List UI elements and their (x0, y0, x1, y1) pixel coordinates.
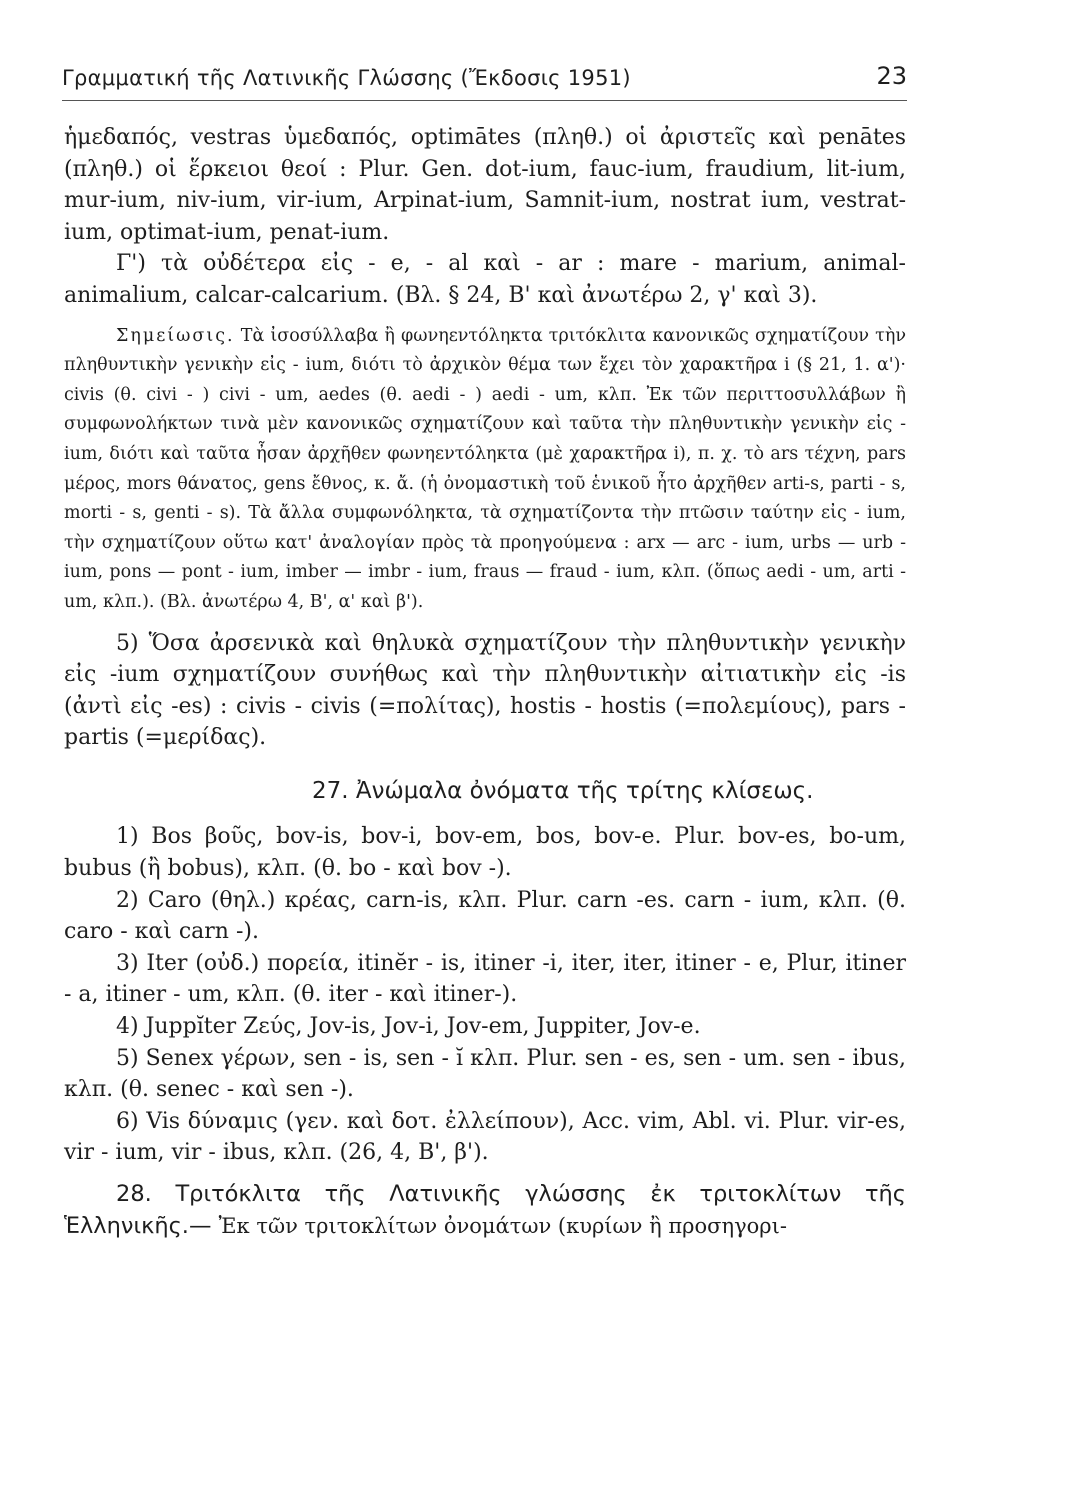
list-item: 4) Juppĭter Ζεύς, Jov-is, Jov-i, Jov-em, Juppiter, Jov-e. (116, 1014, 701, 1040)
list-item: 1) Bos βοῦς, bov-is, bov-i, bov-em, bos, bov-e. Plur. bov-es, bo-um, bubus (ἢ bobus), κλπ. (θ. bo - καὶ bov -). (64, 824, 906, 882)
list-item: 3) Iter (οὐδ.) πορεία, itinĕr - is, itiner -i, iter, iter, itiner - e, Plur, itiner - a, itiner - um, κλπ. (θ. iter - καὶ itiner-). (64, 950, 906, 1008)
note-label: Σημείωσις. (116, 325, 235, 346)
header-title: Γραμματική τῆς Λατινικῆς Γλώσσης (Ἔκδοσις 1951) (62, 66, 631, 90)
section-28-heading: 28. Τριτόκλιτα τῆς Λατινικῆς γλώσσης ἐκ τριτοκλίτων τῆς Ἑλληνικῆς.— (64, 1181, 906, 1239)
section-28-paragraph (64, 1179, 906, 1242)
paragraph-neuters: Γ') τὰ οὐδέτερα εἰς - e, - al καὶ - ar : mare - marium, animal-animalium, calcar-calcarium. (Βλ. § 24, Β' καὶ ἀνωτέρω 2, γ' καὶ 3). (64, 251, 906, 308)
note-text: Τὰ ἰσοσύλλαβα ἢ φωνηεντόληκτα τριτόκλιτα κανονικῶς σχηματίζουν τὴν πληθυντικὴν γενικὴν εἰς - ium, διότι τὸ ἀρχικὸν θέμα των ἔχει τὸν χαρακτῆρα i (§ 21, 1. α')· civis (θ. civi - ) civi - um, aedes (θ. aedi - ) aedi - um, κλπ. Ἐκ τῶν περιττοσυλλάβων ἢ συμφωνολήκτων τινὰ μὲν κανονικῶς σχηματίζουν καὶ ταῦτα τὴν πληθυντικὴν γενικὴν εἰς - ium, διότι καὶ ταῦτα ἦσαν ἀρχῆθεν φωνηεντόληκτα (μὲ χαρακτῆρα i), π. χ. τὸ ars τέχνη, pars μέρος, mors θάνατος, gens ἔθνος, κ. ἄ. (ἡ ὀνομαστικὴ τοῦ ἑνικοῦ ἦτο ἀρχῆθεν arti-s, parti - s, morti - s, genti - s). Τὰ ἄλλα συμφωνόληκτα, τὰ σχηματίζοντα τὴν πτῶσιν ταύτην εἰς - ium, τὴν σχηματίζουν οὕτω κατ' ἀναλογίαν πρὸς τὰ προηγούμενα : arx — arc - ium, urbs — urb - ium, pons — pont - ium, imber — imbr - ium, fraus — fraud - ium, κλπ. (ὅπως aedi - um, arti - um, κλπ.). (Βλ. ἀνωτέρω 4, Β', α' καὶ β'). (64, 325, 906, 612)
page-body (64, 122, 906, 1242)
paragraph-5: 5) Ὅσα ἀρσενικὰ καὶ θηλυκὰ σχηματίζουν τὴν πληθυντικὴν γενικὴν εἰς -ium σχηματίζουν συνήθως καὶ τὴν πληθυντικὴν αἰτιατικὴν εἰς -is (ἀντὶ εἰς -es) : civis - civis (=πολίτας), hostis - hostis (=πολεμίους), pars - partis (=μερίδας). (64, 630, 906, 751)
list-item: 6) Vis δύναμις (γεν. καὶ δοτ. ἐλλείπουν), Acc. vim, Abl. vi. Plur. vir-es, vir - ium, vir - ibus, κλπ. (26, 4, Β', β'). (64, 1108, 906, 1166)
paragraph-continuation: ἡμεδαπός, vestras ὑμεδαπός, optimātes (πληθ.) οἱ ἀριστεῖς καὶ penātes (πληθ.) οἱ ἕρκειοι θεοί : Plur. Gen. dot-ium, fauc-ium, fraudium, lit-ium, mur-ium, niv-ium, vir-ium, Arpinat-ium, Samnit-ium, nostrat ium, vestrat-ium, optimat-ium, penat-ium. (64, 125, 906, 245)
section-28-text: Ἐκ τῶν τριτοκλίτων ὀνομάτων (κυρίων ἢ προσηγορι- (218, 1213, 787, 1238)
running-header (62, 60, 907, 101)
note-paragraph (64, 322, 906, 618)
page-number: 23 (876, 62, 907, 90)
section-27-heading: 27. Ἀνώμαλα ὀνόματα τῆς τρίτης κλίσεως. (312, 777, 814, 804)
list-item: 5) Senex γέρων, sen - is, sen - ĭ κλπ. Plur. sen - es, sen - um. sen - ibus, κλπ. (θ. senec - καὶ sen -). (64, 1045, 906, 1103)
list-item: 2) Caro (θηλ.) κρέας, carn-is, κλπ. Plur. carn -es. carn - ium, κλπ. (θ. caro - καὶ carn -). (64, 887, 906, 945)
